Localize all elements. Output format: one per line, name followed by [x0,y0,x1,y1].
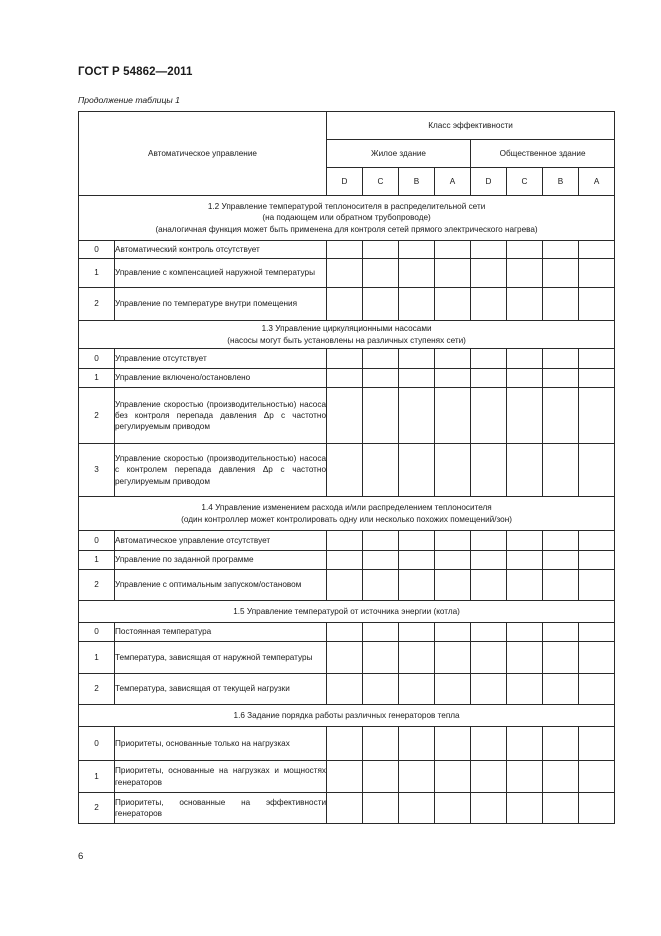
grade-cell [579,288,615,321]
grade-cell [507,444,543,497]
row-code: 2 [79,388,115,444]
grade-cell [327,241,363,259]
grade-cell [399,551,435,570]
section-title-line: 1.4 Управление изменением расхода и/или распределением теплоносителя [201,503,492,513]
table-row [79,551,615,570]
grade-header: C [507,168,543,196]
grade-cell [363,793,399,824]
row-code: 2 [79,793,115,824]
grade-cell [399,674,435,705]
grade-cell [579,642,615,674]
table-row [79,288,615,321]
grade-cell [399,349,435,369]
grade-cell [435,241,471,259]
grade-cell [327,642,363,674]
table-row [79,241,615,259]
row-code: 0 [79,241,115,259]
grade-cell [471,642,507,674]
grade-cell [435,388,471,444]
grade-cell [471,259,507,288]
grade-cell [543,388,579,444]
grade-cell [399,388,435,444]
grade-cell [327,623,363,642]
grade-cell [543,727,579,761]
grade-cell [363,241,399,259]
grade-cell [507,259,543,288]
grade-header: D [327,168,363,196]
grade-cell [543,570,579,601]
row-description: Приоритеты, основанные только на нагрузках [115,727,327,761]
grade-cell [543,241,579,259]
grade-cell [363,642,399,674]
row-code: 2 [79,570,115,601]
grade-cell [327,369,363,388]
section-title-line: (насосы могут быть установлены на различных ступенях сети) [227,335,466,345]
grade-cell [435,369,471,388]
section-title-line: 1.6 Задание порядка работы различных генераторов тепла [233,710,460,720]
grade-cell [471,761,507,793]
grade-cell [327,388,363,444]
grade-cell [579,349,615,369]
grade-cell [327,761,363,793]
row-code: 0 [79,623,115,642]
public-building-header: Общественное здание [471,140,615,168]
grade-header: A [579,168,615,196]
row-description: Управление с компенсацией наружной температуры [115,259,327,288]
grade-cell [363,551,399,570]
row-code: 1 [79,369,115,388]
page-number: 6 [78,851,84,862]
row-code: 1 [79,259,115,288]
row-description: Управление скоростью (производительностью) насоса без контроля перепада давления Δp с частотно регулируемым приводом [115,388,327,444]
grade-cell [327,349,363,369]
grade-cell [327,551,363,570]
grade-cell [543,531,579,551]
grade-cell [435,623,471,642]
grade-cell [435,793,471,824]
grade-cell [435,259,471,288]
grade-cell [435,570,471,601]
row-description: Управление включено/остановлено [115,369,327,388]
grade-cell [471,674,507,705]
grade-cell [399,369,435,388]
grade-cell [471,369,507,388]
grade-cell [363,570,399,601]
table-body [79,196,615,824]
section-title [79,601,615,623]
grade-cell [543,623,579,642]
grade-cell [363,674,399,705]
table-row [79,642,615,674]
grade-cell [363,531,399,551]
grade-cell [435,531,471,551]
grade-cell [579,444,615,497]
grade-cell [507,793,543,824]
grade-cell [507,241,543,259]
grade-cell [507,761,543,793]
row-code: 1 [79,642,115,674]
grade-cell [507,531,543,551]
table-row [79,761,615,793]
section-title [79,196,615,241]
grade-cell [327,793,363,824]
efficiency-class-table [78,111,615,824]
grade-cell [579,551,615,570]
table-head [79,112,615,196]
table-row [79,623,615,642]
grade-cell [399,570,435,601]
grade-cell [435,288,471,321]
table-row [79,369,615,388]
grade-cell [543,444,579,497]
grade-cell [399,642,435,674]
section-title-line: (один контроллер может контролировать одну или несколько похожих помещений/зон) [181,514,512,524]
grade-cell [579,241,615,259]
row-description: Приоритеты, основанные на нагрузках и мощностях генераторов [115,761,327,793]
table-row [79,570,615,601]
grade-cell [579,623,615,642]
row-description: Автоматический контроль отсутствует [115,241,327,259]
grade-cell [579,727,615,761]
grade-cell [543,642,579,674]
table-row [79,674,615,705]
section-title-line: (на подающем или обратном трубопроводе) [262,213,431,223]
grade-cell [399,444,435,497]
grade-cell [399,623,435,642]
section-title [79,497,615,531]
grade-cell [471,241,507,259]
grade-cell [507,349,543,369]
row-description: Постоянная температура [115,623,327,642]
grade-header: B [543,168,579,196]
grade-cell [399,241,435,259]
grade-cell [579,259,615,288]
section-title-line: 1.2 Управление температурой теплоносителя в распределительной сети [207,202,486,212]
grade-cell [327,570,363,601]
grade-cell [327,531,363,551]
section-title-line: 1.5 Управление температурой от источника энергии (котла) [233,606,460,616]
grade-cell [543,349,579,369]
grade-cell [507,674,543,705]
row-code: 0 [79,531,115,551]
grade-cell [579,388,615,444]
document-header: ГОСТ Р 54862—2011 [78,66,193,78]
grade-cell [363,369,399,388]
grade-header: D [471,168,507,196]
section-title-line: (аналогичная функция может быть применена для контроля сетей прямого электрического нагрева) [155,224,538,234]
row-description: Управление по заданной программе [115,551,327,570]
grade-cell [435,642,471,674]
grade-cell [471,570,507,601]
grade-cell [543,288,579,321]
row-description: Управление с оптимальным запуском/остановом [115,570,327,601]
row-code: 0 [79,727,115,761]
grade-cell [435,349,471,369]
table-row [79,259,615,288]
table-row [79,793,615,824]
grade-header: C [363,168,399,196]
grade-cell [399,761,435,793]
grade-cell [579,761,615,793]
table-row [79,531,615,551]
grade-cell [543,793,579,824]
grade-cell [471,444,507,497]
grade-cell [435,444,471,497]
grade-cell [327,444,363,497]
grade-cell [363,727,399,761]
grade-cell [471,288,507,321]
grade-cell [363,388,399,444]
row-code: 2 [79,674,115,705]
residential-building-header: Жилое здание [327,140,471,168]
row-code: 3 [79,444,115,497]
efficiency-class-header: Класс эффективности [327,112,615,140]
grade-cell [579,570,615,601]
table-row [79,349,615,369]
grade-cell [435,727,471,761]
grade-cell [579,369,615,388]
grade-cell [399,531,435,551]
grade-cell [507,642,543,674]
row-description: Температура, зависящая от наружной температуры [115,642,327,674]
grade-cell [327,674,363,705]
grade-cell [471,793,507,824]
table-row [79,388,615,444]
grade-cell [507,369,543,388]
grade-cell [399,793,435,824]
grade-cell [399,727,435,761]
grade-cell [507,388,543,444]
row-description: Автоматическое управление отсутствует [115,531,327,551]
grade-cell [507,727,543,761]
row-code: 2 [79,288,115,321]
grade-cell [543,761,579,793]
section-title-line: 1.3 Управление циркуляционными насосами [261,324,432,334]
grade-cell [435,551,471,570]
grade-cell [543,551,579,570]
grade-cell [399,259,435,288]
grade-cell [507,551,543,570]
row-code: 1 [79,551,115,570]
grade-cell [327,259,363,288]
section-title [79,705,615,727]
grade-cell [363,259,399,288]
grade-cell [471,531,507,551]
grade-cell [327,288,363,321]
automatic-control-header: Автоматическое управление [79,112,327,196]
grade-cell [579,674,615,705]
grade-cell [327,727,363,761]
row-description: Температура, зависящая от текущей нагрузки [115,674,327,705]
grade-cell [435,761,471,793]
grade-cell [363,349,399,369]
grade-cell [363,444,399,497]
grade-cell [471,727,507,761]
grade-header: A [435,168,471,196]
grade-cell [471,551,507,570]
row-description: Управление скоростью (производительностью) насоса с контролем перепада давления Δp с частотно регулируемым приводом [115,444,327,497]
grade-cell [363,623,399,642]
row-code: 0 [79,349,115,369]
grade-cell [579,793,615,824]
grade-header: B [399,168,435,196]
grade-cell [507,570,543,601]
grade-cell [435,674,471,705]
grade-cell [471,349,507,369]
section-title [79,321,615,349]
grade-cell [471,623,507,642]
grade-cell [399,288,435,321]
grade-cell [507,623,543,642]
row-description: Управление отсутствует [115,349,327,369]
grade-cell [471,388,507,444]
row-description: Управление по температуре внутри помещения [115,288,327,321]
grade-cell [543,259,579,288]
table-row [79,444,615,497]
grade-cell [543,674,579,705]
table-continuation-label: Продолжение таблицы 1 [78,95,180,105]
row-description: Приоритеты, основанные на эффективности генераторов [115,793,327,824]
grade-cell [363,761,399,793]
table-row [79,727,615,761]
grade-cell [363,288,399,321]
grade-cell [543,369,579,388]
grade-cell [579,531,615,551]
grade-cell [507,288,543,321]
row-code: 1 [79,761,115,793]
